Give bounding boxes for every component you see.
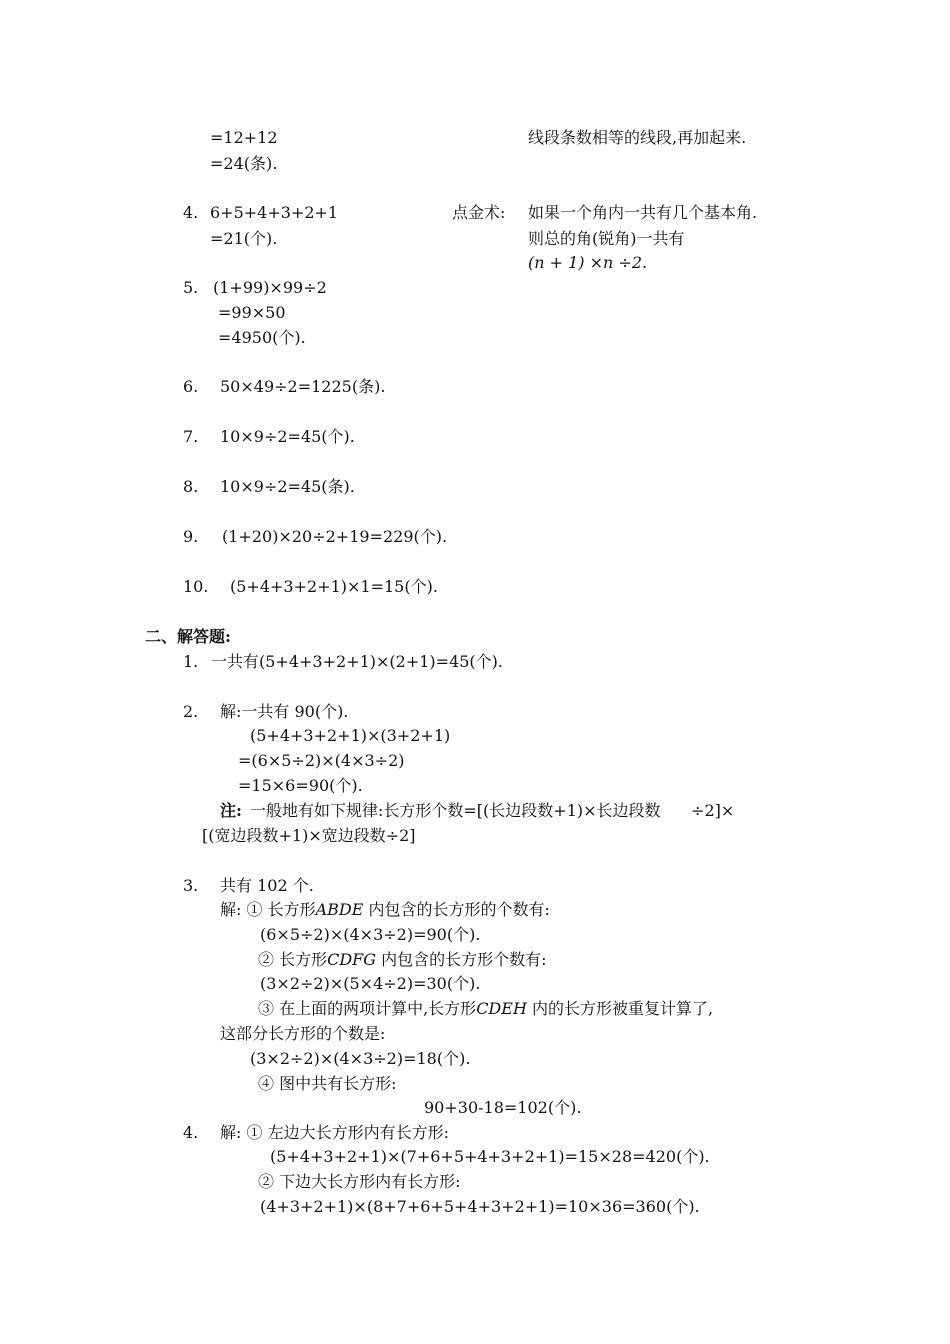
item-number: 2. xyxy=(183,702,199,721)
answer-line: ④ 图中共有长方形: xyxy=(258,1074,397,1093)
answer-line: 这部分长方形的个数是: xyxy=(220,1024,386,1043)
answer-line: (6×5÷2)×(4×3÷2)=90(个). xyxy=(260,925,481,944)
answer-line: 一共有(5+4+3+2+1)×(2+1)=45(个). xyxy=(211,652,504,671)
item-number: 6. xyxy=(183,377,199,396)
text-segment: 内的长方形被重复计算了, xyxy=(526,999,714,1018)
text-segment: ② 长方形 xyxy=(258,950,328,969)
answer-line: 10×9÷2=45(个). xyxy=(220,427,355,446)
item-number: 1. xyxy=(183,652,199,671)
side-note: 线段条数相等的线段,再加起来. xyxy=(528,128,747,147)
answer-line: (3×2÷2)×(5×4÷2)=30(个). xyxy=(260,974,481,993)
tip-label: 点金术: xyxy=(452,203,506,222)
text-segment: ③ 在上面的两项计算中,长方形 xyxy=(258,999,477,1018)
answer-line: (5+4+3+2+1)×(3+2+1) xyxy=(250,726,451,745)
item-number: 4. xyxy=(183,203,199,222)
text-segment: 内包含的长方形个数有: xyxy=(376,950,547,969)
answer-line: =(6×5÷2)×(4×3÷2) xyxy=(238,751,405,770)
answer-line: ② 下边大长方形内有长方形: xyxy=(258,1172,461,1191)
answer-line: =99×50 xyxy=(218,303,286,322)
tip-text: 则总的角(锐角)一共有 xyxy=(528,229,685,248)
section-heading: 二、解答题: xyxy=(145,627,231,646)
answer-line: =15×6=90(个). xyxy=(238,776,363,795)
note-text: 一般地有如下规律:长方形个数=[(长边段数+1)×长边段数 ÷2]× xyxy=(250,801,735,820)
answer-line: 解:一共有 90(个). xyxy=(220,702,349,721)
answer-line xyxy=(220,900,550,920)
answer-line: (5+4+3+2+1)×(7+6+5+4+3+2+1)=15×28=420(个). xyxy=(270,1147,710,1166)
answer-line: =21(个). xyxy=(210,229,278,248)
rect-label: CDEH xyxy=(476,999,527,1018)
rect-label: CDFG xyxy=(327,950,377,969)
answer-line xyxy=(258,950,547,970)
answer-line: =12+12 xyxy=(210,128,278,147)
tip-text: 如果一个角内一共有几个基本角. xyxy=(528,203,758,222)
answer-line: =4950(个). xyxy=(218,328,306,347)
answer-line: 90+30-18=102(个). xyxy=(424,1098,582,1117)
item-number: 7. xyxy=(183,427,199,446)
answer-line: (1+20)×20÷2+19=229(个). xyxy=(222,527,448,546)
item-number: 8. xyxy=(183,477,199,496)
item-number: 5. xyxy=(183,278,199,297)
answer-line: (4+3+2+1)×(8+7+6+5+4+3+2+1)=10×36=360(个). xyxy=(260,1197,700,1216)
item-number: 3. xyxy=(183,876,199,895)
rect-label: ABDE xyxy=(315,900,364,919)
tip-formula: (n + 1) ×n ÷2. xyxy=(528,253,648,272)
answer-line: 解: ① 左边大长方形内有长方形: xyxy=(220,1123,449,1142)
answer-line xyxy=(258,999,713,1019)
answer-line: (3×2÷2)×(4×3÷2)=18(个). xyxy=(250,1049,471,1068)
answer-line: 10×9÷2=45(条). xyxy=(220,477,355,496)
answer-line: 50×49÷2=1225(条). xyxy=(220,377,386,396)
answer-line: =24(条). xyxy=(210,154,278,173)
item-number: 9. xyxy=(183,527,199,546)
note-label: 注: xyxy=(220,801,242,820)
answer-line: (5+4+3+2+1)×1=15(个). xyxy=(230,577,438,596)
answer-line: (1+99)×99÷2 xyxy=(213,278,327,297)
answer-line: 6+5+4+3+2+1 xyxy=(210,203,339,222)
text-segment: 解: ① 长方形 xyxy=(220,900,316,919)
item-number: 4. xyxy=(183,1123,199,1142)
text-segment: 内包含的长方形的个数有: xyxy=(363,900,550,919)
note-text: [(宽边段数+1)×宽边段数÷2] xyxy=(202,826,416,845)
item-number: 10. xyxy=(183,577,209,596)
answer-line: 共有 102 个. xyxy=(220,876,314,895)
